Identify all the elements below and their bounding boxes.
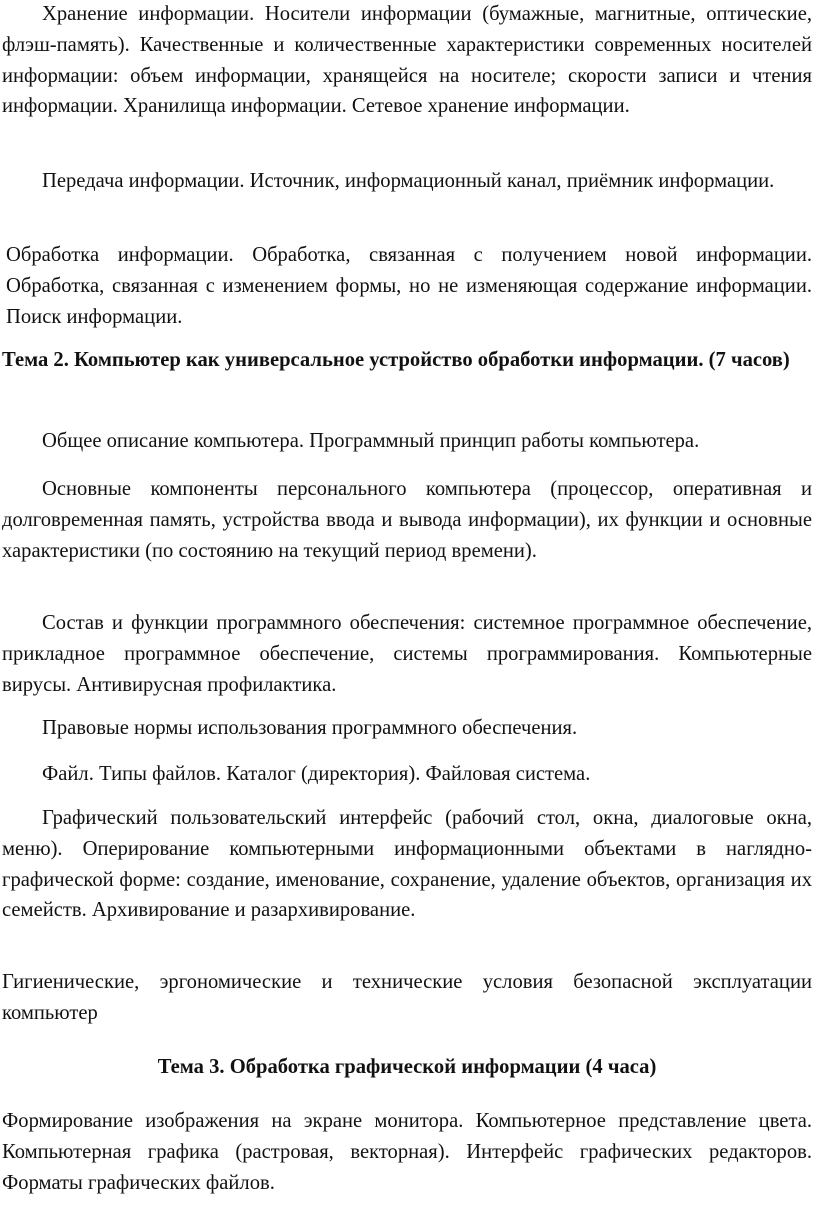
paragraph-software: Состав и функции программного обеспечения: системное программное обеспечение, прикладное программное обеспечение, системы программирования. Компьютерные вирусы. Антивирусная профилактика.	[2, 612, 812, 696]
paragraph-gui: Графический пользовательский интерфейс (рабочий стол, окна, диалоговые окна, меню). Оперирование компьютерными информационными объектами в наглядно-графической форме: создание, именование, сохранение, удаление объектов, организация их семейств. Архивирование и разархивирование.	[2, 807, 812, 922]
paragraph-computer-description: Общее описание компьютера. Программный принцип работы компьютера.	[42, 430, 700, 452]
paragraph-graphics: Формирование изображения на экране монитора. Компьютерное представление цвета. Компьютерная графика (растровая, векторная). Интерфейс графических редакторов. Форматы графических файлов.	[2, 1110, 812, 1194]
heading-topic-3: Тема 3. Обработка графической информации (4 часа)	[157, 1056, 657, 1078]
paragraph-storage: Хранение информации. Носители информации (бумажные, магнитные, оптические, флэш-память). Качественные и количественные характеристики современных носителей информации: объем информации, хранящейся на носителе; скорости записи и чтения информации. Хранилища информации. Сетевое хранение информации.	[2, 3, 812, 118]
paragraph-legal: Правовые нормы использования программного обеспечения.	[42, 717, 578, 739]
heading-topic-2: Тема 2. Компьютер как универсальное устройство обработки информации. (7 часов)	[2, 349, 790, 371]
paragraph-processing: Обработка информации. Обработка, связанная с получением новой информации. Обработка, связанная с изменением формы, но не изменяющая содержание информации. Поиск информации.	[6, 244, 812, 328]
paragraph-transmission: Передача информации. Источник, информационный канал, приёмник информации.	[42, 170, 775, 192]
paragraph-files: Файл. Типы файлов. Каталог (директория). Файловая система.	[42, 763, 591, 785]
paragraph-hygiene: Гигиенические, эргономические и технические условия безопасной эксплуатации компьютер	[2, 971, 812, 1024]
paragraph-components: Основные компоненты персонального компьютера (процессор, оперативная и долговременная память, устройства ввода и вывода информации), их функции и основные характеристики (по состоянию на текущий период времени).	[2, 478, 812, 562]
